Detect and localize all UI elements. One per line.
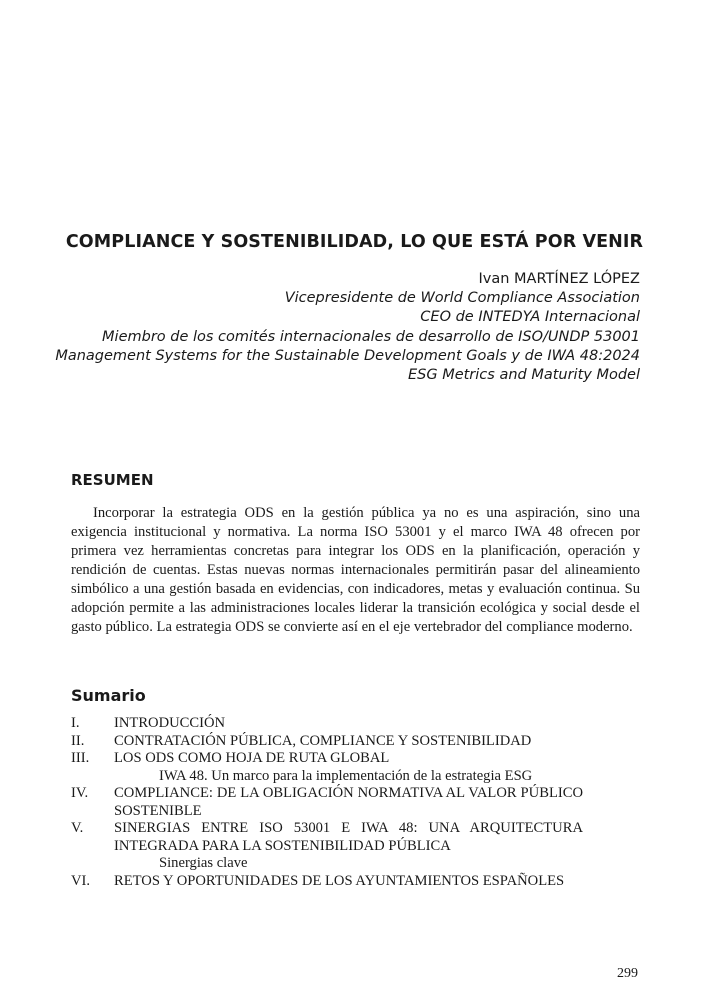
page-title: COMPLIANCE Y SOSTENIBILIDAD, LO QUE ESTÁ POR VENIR — [65, 232, 644, 252]
toc-item-title: RETOS Y OPORTUNIDADES DE LOS AYUNTAMIENTOS ESPAÑOLES — [114, 872, 565, 889]
author-block — [20, 270, 640, 385]
author-role: Vicepresidente de World Compliance Association — [284, 290, 640, 307]
abstract-body — [71, 504, 640, 637]
toc-item-number: I. — [71, 715, 80, 731]
toc-item-number: V. — [71, 820, 84, 836]
author-role: Miembro de los comités internacionales de desarrollo de ISO/UNDP 53001 — [102, 328, 640, 345]
table-of-contents — [71, 715, 583, 890]
toc-item-number: VI. — [71, 872, 91, 889]
toc-subitem: Sinergias clave — [159, 855, 248, 871]
author-name: Ivan MARTÍNEZ LÓPEZ — [478, 271, 640, 287]
abstract-text: Incorporar la estrategia ODS en la gestión pública ya no es una aspiración, sino una exigencia institucional y normativa. La norma ISO 53001 y el marco IWA 48 ofrecen por primera vez herramientas concretas para integrar los ODS en la planificación, operación y rendición de cuentas. Estas nuevas normas internacionales permitirán pasar del alineamiento simbólico a una gestión basada en evidencias, con indicadores, metas y evaluación continua. Su adopción permite a las administraciones locales liderar la transición ecológica y social desde el gasto público. La estrategia ODS se convierte así en el eje vertebrador del compliance moderno. — [71, 505, 640, 635]
toc-item-title: SINERGIAS ENTRE ISO 53001 E IWA 48: UNA ARQUITECTURA INTEGRADA PARA LA SOSTENIBILIDAD PÚBLICA — [114, 820, 583, 854]
toc-subitem: IWA 48. Un marco para la implementación de la estrategia ESG — [159, 767, 533, 784]
toc-item — [71, 733, 583, 751]
author-role: Management Systems for the Sustainable Development Goals y de IWA 48:2024 — [55, 347, 640, 364]
toc-item-number: III. — [71, 750, 90, 766]
toc-item-title: INTRODUCCIÓN — [114, 715, 226, 731]
summary-heading: Sumario — [71, 686, 146, 705]
toc-item — [71, 750, 583, 768]
toc-item-title: LOS ODS COMO HOJA DE RUTA GLOBAL — [114, 750, 390, 766]
toc-item — [71, 715, 583, 733]
author-role: ESG Metrics and Maturity Model — [407, 367, 640, 384]
toc-item-title: CONTRATACIÓN PÚBLICA, COMPLIANCE Y SOSTENIBILIDAD — [114, 732, 532, 749]
page-number: 299 — [617, 966, 638, 981]
toc-item — [71, 820, 583, 855]
abstract-heading: RESUMEN — [71, 471, 154, 489]
toc-item-title: COMPLIANCE: DE LA OBLIGACIÓN NORMATIVA AL VALOR PÚBLICO SOSTENIBLE — [114, 785, 583, 819]
toc-item — [71, 873, 583, 891]
author-role: CEO de INTEDYA Internacional — [420, 309, 640, 326]
toc-item-number: II. — [71, 732, 85, 749]
toc-item — [71, 785, 583, 820]
toc-item-number: IV. — [71, 785, 89, 801]
